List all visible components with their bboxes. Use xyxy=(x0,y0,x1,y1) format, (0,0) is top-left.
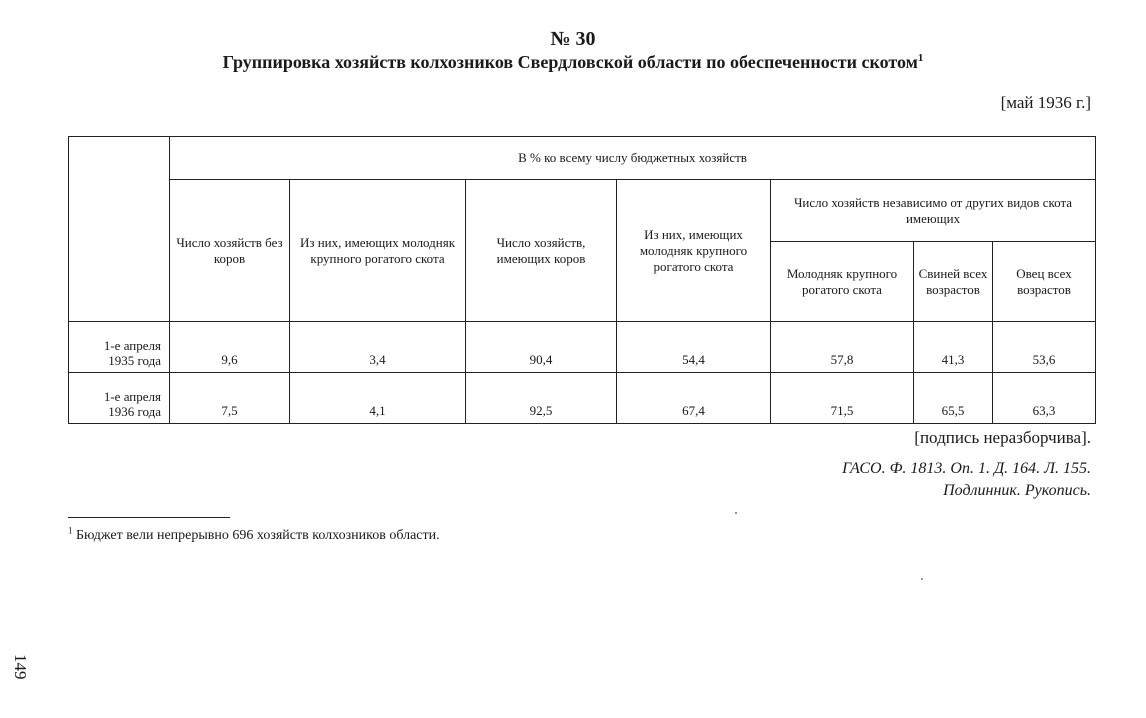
footnote-ref: 1 xyxy=(68,525,73,536)
scan-speck xyxy=(921,578,923,580)
document-title xyxy=(0,52,1146,73)
row-label xyxy=(69,322,170,373)
document-date: [май 1936 г.] xyxy=(1000,93,1091,112)
table-row xyxy=(69,322,1096,373)
archive-line: Подлинник. Рукопись. xyxy=(943,482,1091,499)
table-cell: 92,5 xyxy=(466,373,617,424)
document-title-text: Группировка хозяйств колхозников Свердловской области по обеспеченности скотом xyxy=(222,52,918,72)
scan-speck xyxy=(735,512,737,514)
column-header-cell: Овец всех возрастов xyxy=(993,242,1096,322)
row-label-line: 1936 года xyxy=(108,404,161,419)
column-header-cell: Из них, имеющих молодняк крупного рогатого скота xyxy=(290,180,466,322)
table-cell: 53,6 xyxy=(993,322,1096,373)
table-cell: 90,4 xyxy=(466,322,617,373)
title-footnote-ref[interactable]: 1 xyxy=(917,52,924,64)
row-label-header-cell xyxy=(69,137,170,322)
document-number: № 30 xyxy=(550,28,596,50)
row-label-line: 1-е апреля xyxy=(103,338,161,353)
footnote xyxy=(68,525,440,544)
row-label xyxy=(69,373,170,424)
table-header-row xyxy=(69,180,1096,242)
footnote-text: Бюджет вели непрерывно 696 хозяйств колхозников области. xyxy=(76,528,440,543)
table-cell: 4,1 xyxy=(290,373,466,424)
column-header-cell: Из них, имеющих молодняк крупного рогатого скота xyxy=(617,180,771,322)
table-cell: 63,3 xyxy=(993,373,1096,424)
table-cell: 9,6 xyxy=(170,322,290,373)
column-header-cell: Свиней всех возрастов xyxy=(914,242,993,322)
page-number: 149 xyxy=(11,654,30,680)
table-cell: 7,5 xyxy=(170,373,290,424)
table-cell: 3,4 xyxy=(290,322,466,373)
column-header-cell: Молодняк крупного рогатого скота xyxy=(771,242,914,322)
group-header-cell: В % ко всему числу бюджетных хозяйств xyxy=(170,137,1096,180)
table-header-row xyxy=(69,137,1096,180)
table-cell: 65,5 xyxy=(914,373,993,424)
table-cell: 67,4 xyxy=(617,373,771,424)
column-header-cell: Число хозяйств без коров xyxy=(170,180,290,322)
table-row xyxy=(69,373,1096,424)
table-cell: 57,8 xyxy=(771,322,914,373)
table-cell: 41,3 xyxy=(914,322,993,373)
footnote-divider xyxy=(68,517,230,518)
archive-reference xyxy=(842,458,1091,502)
livestock-table xyxy=(68,136,1096,424)
column-header-cell: Число хозяйств, имеющих коров xyxy=(466,180,617,322)
table-cell: 71,5 xyxy=(771,373,914,424)
row-label-line: 1-е апреля xyxy=(103,389,161,404)
archive-line: ГАСО. Ф. 1813. Оп. 1. Д. 164. Л. 155. xyxy=(842,460,1091,477)
livestock-group-header-cell: Число хозяйств независимо от других видов скота имеющих xyxy=(771,180,1096,242)
table-cell: 54,4 xyxy=(617,322,771,373)
signature-note: [подпись неразборчива]. xyxy=(914,428,1091,447)
row-label-line: 1935 года xyxy=(108,353,161,368)
